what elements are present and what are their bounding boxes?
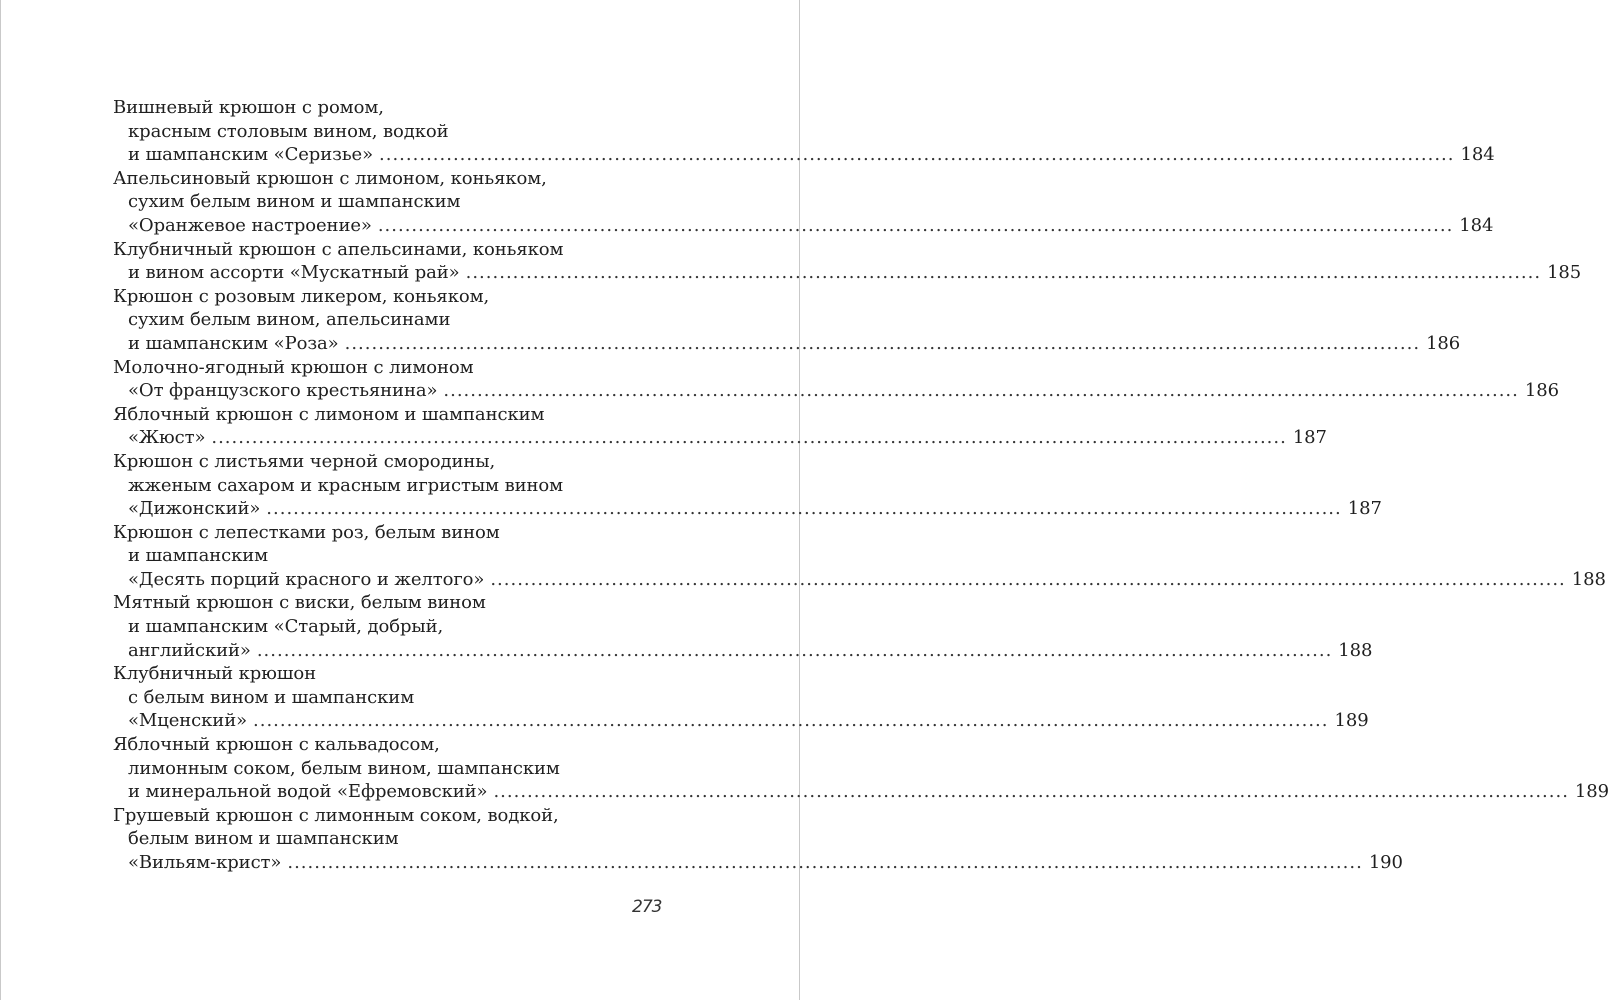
- toc-entry-text: «Мценский»: [128, 710, 248, 732]
- toc-entry-last-line: [113, 497, 1382, 521]
- dot-leader: ................................................................................................................................................................: [377, 214, 1454, 236]
- toc-entry-text: лимонным соком, белым вином, шампанским: [128, 757, 560, 779]
- toc-entry-text: и минеральной водой «Ефремовский»: [128, 781, 488, 803]
- toc-entry: [113, 356, 1559, 403]
- toc-entry: [113, 450, 1382, 521]
- toc-entry-text: Клубничный крюшон с апельсинами, коньяком: [113, 238, 564, 260]
- toc-entry-text: Яблочный крюшон с кальвадосом,: [113, 734, 440, 756]
- table-of-contents: [113, 96, 1609, 875]
- toc-entry-text: Вишневый крюшон с ромом,: [113, 97, 384, 118]
- dot-leader: ................................................................................................................................................................: [253, 710, 1329, 732]
- dot-leader: ................................................................................................................................................................: [287, 852, 1363, 873]
- toc-entry-text: «Вильям-крист»: [128, 852, 282, 873]
- toc-entry-text: и шампанским «Старый, добрый,: [128, 616, 444, 638]
- toc-entry-page: 184: [1460, 144, 1495, 166]
- toc-entry-text: белым вином и шампанским: [128, 828, 399, 850]
- toc-entry-text: и вином ассорти «Мускатный рай»: [128, 262, 460, 284]
- toc-entry: [113, 403, 1327, 450]
- dot-leader: ................................................................................................................................................................: [344, 332, 1421, 354]
- toc-entry-text: Яблочный крюшон с лимоном и шампанским: [113, 403, 545, 425]
- toc-entry-text: «Дижонский»: [128, 498, 261, 520]
- toc-entry-text: сухим белым вином, апельсинами: [128, 309, 451, 331]
- toc-entry: [113, 591, 1373, 662]
- toc-entry-text: Грушевый крюшон с лимонным соком, водкой,: [113, 804, 559, 826]
- toc-entry: [113, 733, 1609, 804]
- toc-entry-text: «Оранжевое настроение»: [128, 214, 372, 236]
- toc-entry-text: Мятный крюшон с виски, белым вином: [113, 592, 486, 614]
- toc-entry-last-line: [113, 261, 1582, 285]
- toc-entry-text: и шампанским: [128, 545, 269, 567]
- toc-entry-last-line: [113, 332, 1461, 356]
- toc-entry-last-line: [113, 709, 1369, 733]
- toc-entry: [113, 285, 1461, 356]
- toc-entry-text: жженым сахаром и красным игристым вином: [128, 474, 564, 496]
- toc-entry-last-line: [113, 851, 1403, 875]
- toc-entry-last-line: [113, 214, 1494, 238]
- toc-entry-last-line: [113, 568, 1606, 592]
- toc-entry-page: 186: [1426, 332, 1461, 354]
- toc-entry-text: Молочно-ягодный крюшон с лимоном: [113, 356, 474, 378]
- toc-entry-text: Крюшон с листьями черной смородины,: [113, 450, 496, 472]
- toc-entry-page: 186: [1524, 380, 1559, 402]
- toc-entry-text: «Десять порций красного и желтого»: [128, 568, 485, 590]
- toc-entry: [113, 521, 1606, 592]
- toc-entry-last-line: [113, 143, 1495, 167]
- dot-leader: ................................................................................................................................................................: [465, 262, 1542, 284]
- toc-entry-text: и шампанским «Роза»: [128, 332, 339, 354]
- dot-leader: ................................................................................................................................................................: [443, 380, 1519, 402]
- toc-entry-text: Апельсиновый крюшон с лимоном, коньяком,: [113, 167, 547, 189]
- toc-entry: [113, 238, 1582, 285]
- dot-leader: ................................................................................................................................................................: [379, 144, 1455, 166]
- toc-entry-last-line: [113, 639, 1373, 663]
- toc-entry-text: с белым вином и шампанским: [128, 686, 415, 708]
- toc-entry-text: Клубничный крюшон: [113, 663, 317, 685]
- toc-entry-page: 185: [1547, 262, 1582, 284]
- toc-entry-page: 188: [1571, 568, 1606, 590]
- toc-entry-page: 188: [1338, 639, 1373, 661]
- toc-entry-page: 190: [1368, 852, 1403, 873]
- toc-entry-text: сухим белым вином и шампанским: [128, 191, 461, 213]
- toc-entry-text: Крюшон с розовым ликером, коньяком,: [113, 285, 490, 307]
- toc-entry-text: и шампанским «Серизье»: [128, 144, 374, 166]
- toc-entry-last-line: [113, 426, 1327, 450]
- dot-leader: ................................................................................................................................................................: [490, 568, 1566, 590]
- toc-entry-text: «Жюст»: [128, 427, 206, 449]
- toc-entry-page: 189: [1574, 781, 1609, 803]
- toc-entry: [113, 167, 1494, 238]
- dot-leader: ................................................................................................................................................................: [266, 498, 1342, 520]
- toc-entry-page: 184: [1459, 214, 1494, 236]
- toc-entry-text: Крюшон с лепестками роз, белым вином: [113, 521, 500, 543]
- toc-entry-page: 187: [1292, 427, 1327, 449]
- toc-entry-page: 187: [1347, 498, 1382, 520]
- toc-entry: [113, 804, 1403, 875]
- toc-entry-text: красным столовым вином, водкой: [128, 120, 449, 142]
- dot-leader: ................................................................................................................................................................: [493, 781, 1569, 803]
- page-number: 273: [632, 897, 662, 917]
- toc-entry-last-line: [113, 379, 1559, 403]
- toc-entry-text: «От французского крестьянина»: [128, 380, 438, 402]
- dot-leader: ................................................................................................................................................................: [256, 639, 1333, 661]
- toc-entry-last-line: [113, 780, 1609, 804]
- toc-entry: [113, 96, 1495, 167]
- dot-leader: ................................................................................................................................................................: [211, 427, 1287, 449]
- toc-entry-page: 189: [1334, 710, 1369, 732]
- toc-entry: [113, 662, 1369, 733]
- toc-entry-text: английский»: [128, 639, 251, 661]
